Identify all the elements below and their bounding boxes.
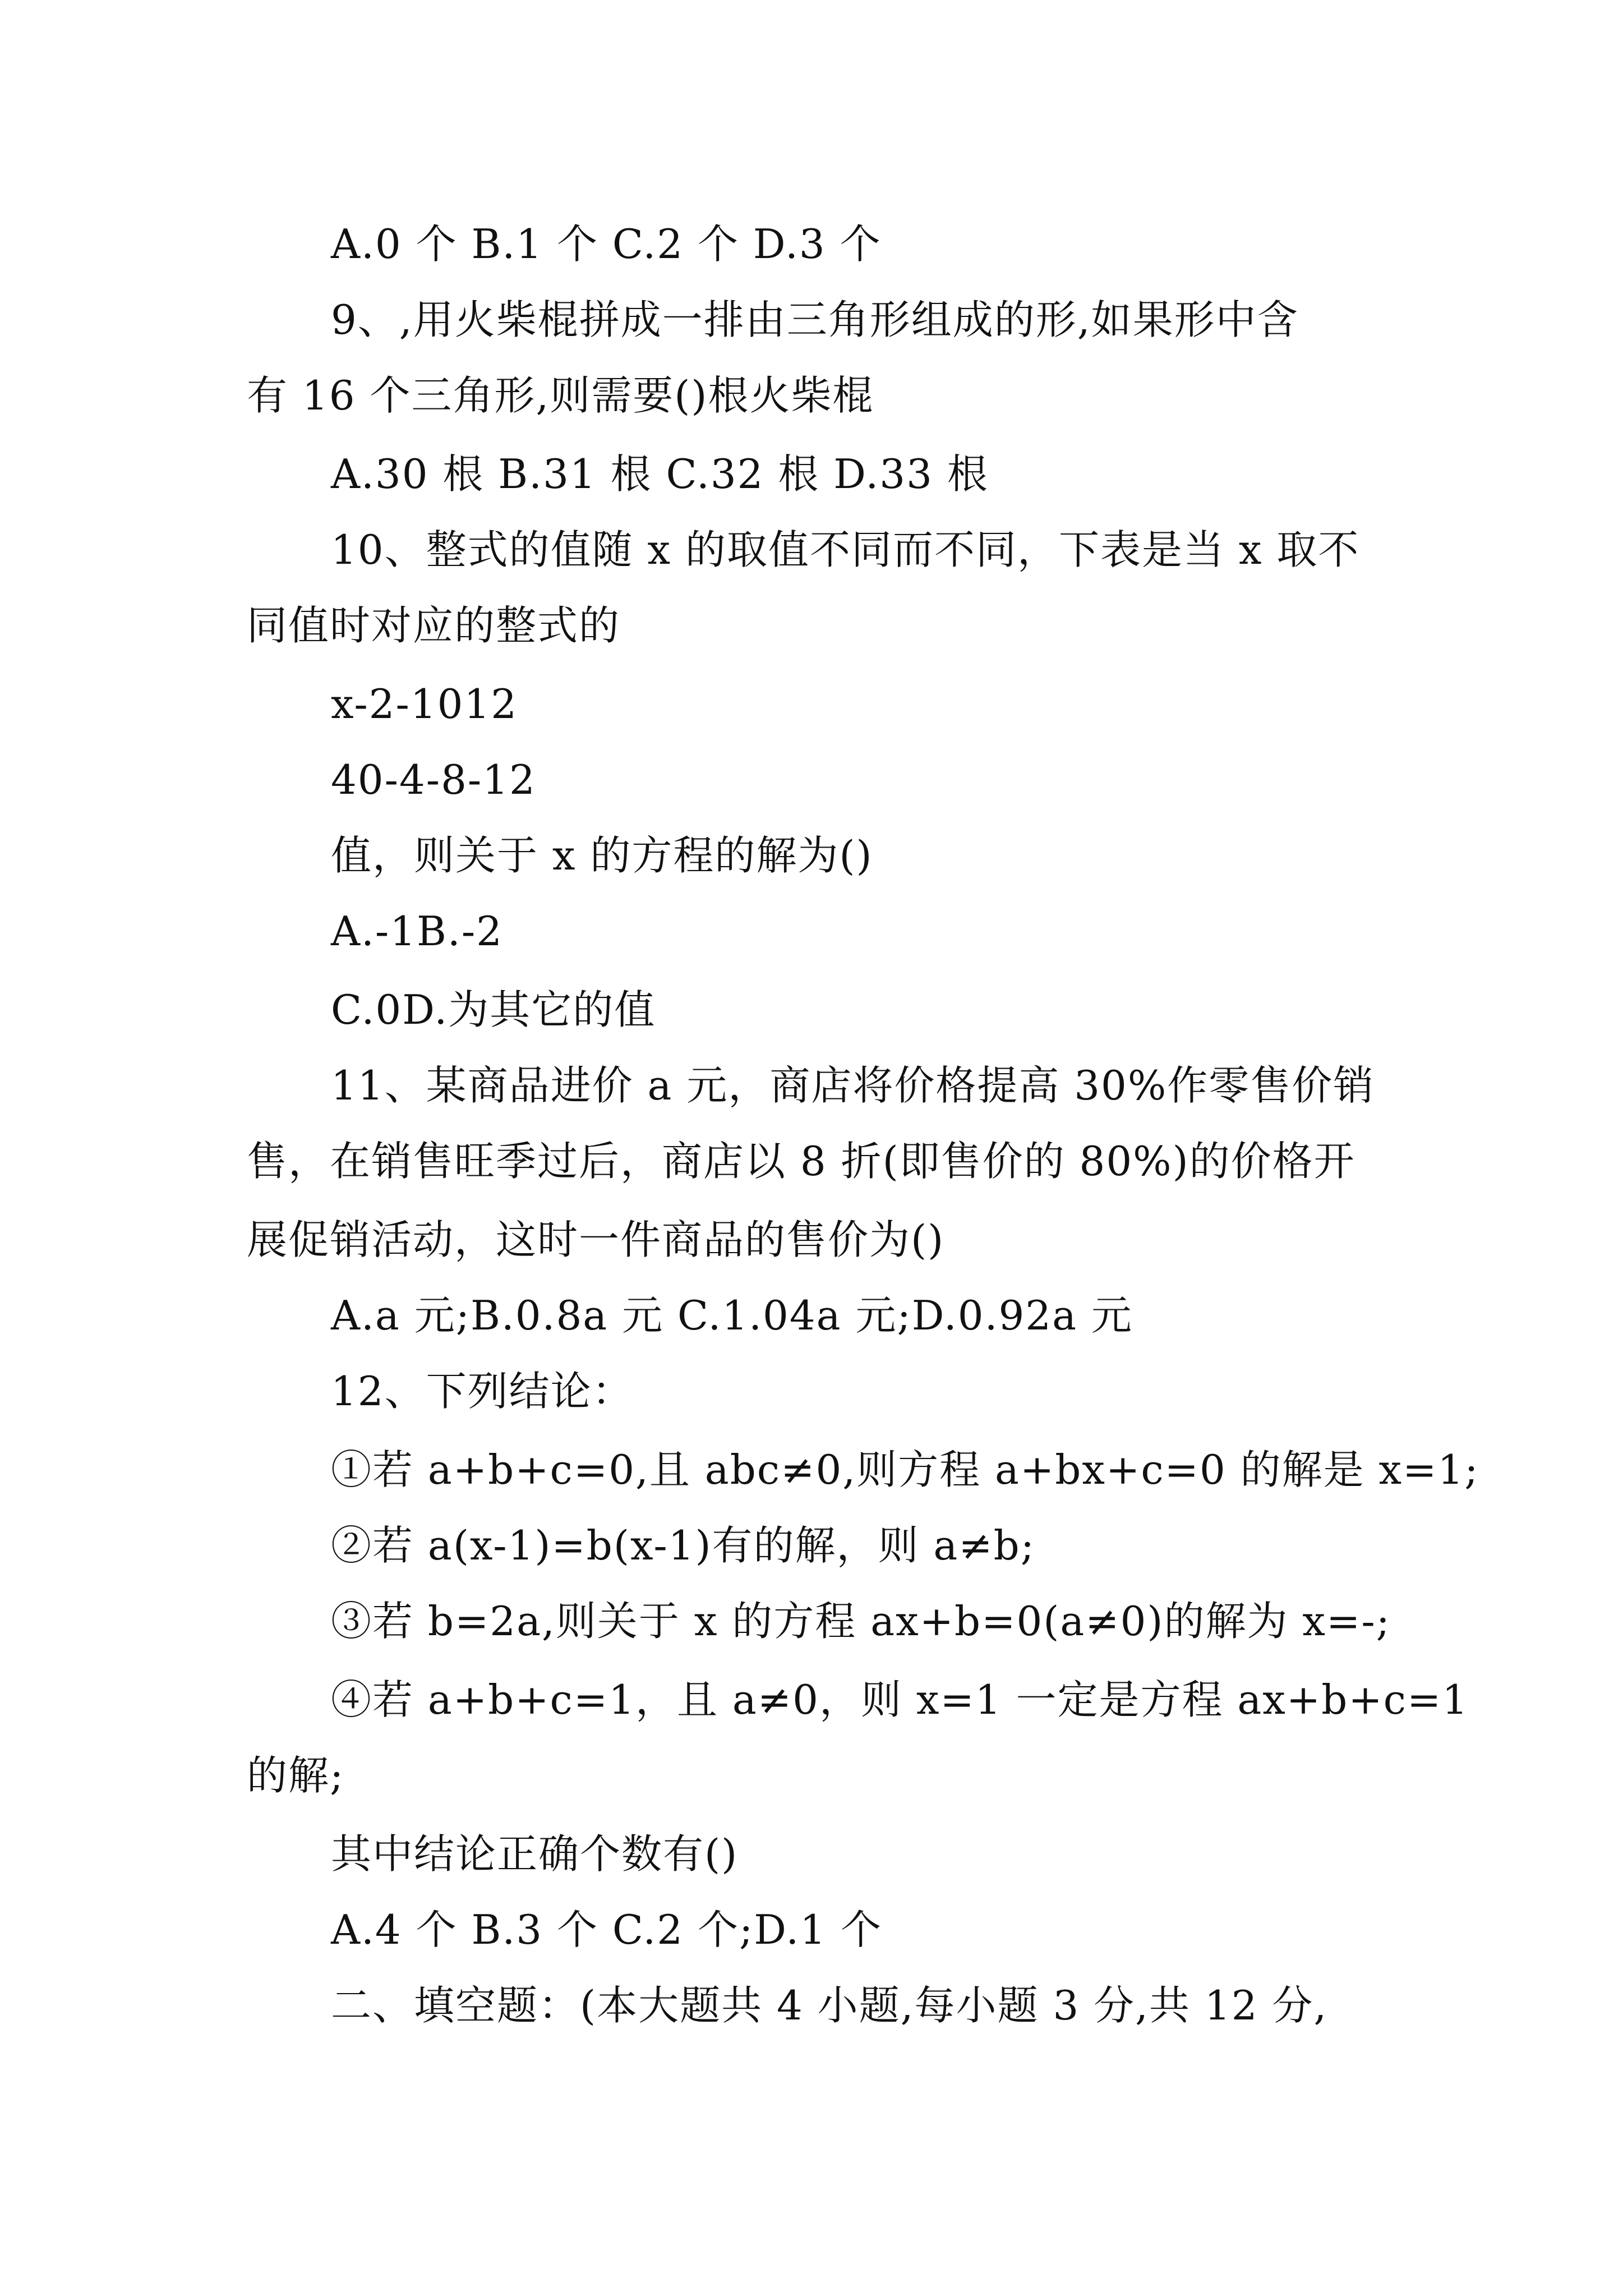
answer-options-q12: A.4 个 B.3 个 C.2 个;D.1 个: [331, 1906, 882, 1953]
question-11-line-1: 11、某商品进价 a 元，商店将价格提高 30%作零售价销: [331, 1062, 1375, 1109]
conclusion-1: ①若 a+b+c=0,且 abc≠0,则方程 a+bx+c=0 的解是 x=1;: [331, 1446, 1479, 1493]
answer-options-q10-a: A.-1B.-2: [331, 908, 503, 955]
conclusion-4-line-1: ④若 a+b+c=1，且 a≠0，则 x=1 一定是方程 ax+b+c=1: [331, 1676, 1469, 1723]
answer-options-q8: A.0 个 B.1 个 C.2 个 D.3 个: [331, 220, 882, 268]
question-10-line-2: 同值时对应的整式的: [247, 602, 621, 649]
question-10-line-3: 值，则关于 x 的方程的解为(): [331, 832, 873, 879]
answer-options-q9: A.30 根 B.31 根 C.32 根 D.33 根: [331, 450, 989, 498]
table-row-values: 40-4-8-12: [331, 756, 536, 803]
question-10-line-1: 10、整式的值随 x 的取值不同而不同，下表是当 x 取不: [331, 526, 1360, 573]
conclusion-4-line-2: 的解;: [247, 1752, 345, 1799]
question-9-line-2: 有 16 个三角形,则需要()根火柴棍: [247, 372, 874, 419]
question-11-line-3: 展促销活动，这时一件商品的售价为(): [247, 1216, 945, 1263]
answer-options-q10-b: C.0D.为其它的值: [331, 986, 656, 1033]
question-12-title: 12、下列结论：: [331, 1368, 634, 1415]
question-12-prompt: 其中结论正确个数有(): [331, 1830, 739, 1878]
table-row-x: x-2-1012: [331, 680, 518, 728]
conclusion-2: ②若 a(x-1)=b(x-1)有的解，则 a≠b;: [331, 1522, 1036, 1569]
question-9-line-1: 9、,用火柴棍拼成一排由三角形组成的形,如果形中含: [331, 296, 1299, 343]
conclusion-3: ③若 b=2a,则关于 x 的方程 ax+b=0(a≠0)的解为 x=-;: [331, 1598, 1391, 1645]
answer-options-q11: A.a 元;B.0.8a 元 C.1.04a 元;D.0.92a 元: [331, 1292, 1133, 1339]
question-11-line-2: 售，在销售旺季过后，商店以 8 折(即售价的 80%)的价格开: [247, 1138, 1355, 1185]
section-2-heading: 二、填空题：(本大题共 4 小题,每小题 3 分,共 12 分,: [331, 1982, 1328, 2029]
